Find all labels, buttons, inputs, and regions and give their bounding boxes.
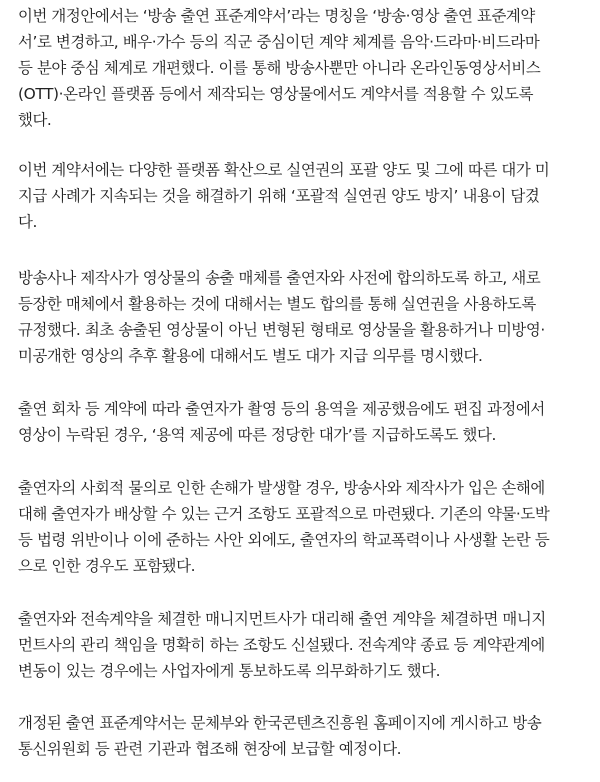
paragraph-management-agency bbox=[18, 606, 590, 684]
text-line: 통신위원회 등 관련 기관과 협조해 현장에 보급할 예정이다. bbox=[18, 740, 402, 758]
paragraph-media-agreement bbox=[18, 265, 590, 369]
text-line: 출연자와 전속계약을 체결한 매니지먼트사가 대리해 출연 계약을 체결하면 매니지 bbox=[18, 610, 546, 628]
text-line: 이번 개정안에서는 ‘방송 출연 표준계약서’라는 명칭을 ‘방송·영상 출연 표준계약 bbox=[18, 7, 535, 25]
text-line: 했다. bbox=[18, 111, 52, 129]
text-line: 등 법령 위반이나 이에 준하는 사안 외에도, 출연자의 학교폭력이나 사생활 논란 등 bbox=[18, 531, 550, 549]
text-line: 대해 출연자가 배상할 수 있는 근거 조항도 포괄적으로 마련됐다. 기존의 약물·도박 bbox=[18, 505, 550, 523]
text-line: 변동이 있는 경우에는 사업자에게 통보하도록 의무화하기도 했다. bbox=[18, 662, 441, 680]
text-line: 개정된 출연 표준계약서는 문체부와 한국콘텐츠진흥원 홈페이지에 게시하고 방송 bbox=[18, 714, 542, 732]
text-line: 규정했다. 최초 송출된 영상물이 아닌 변형된 형태로 영상물을 활용하거나 미방영· bbox=[18, 321, 545, 339]
text-line: 출연 회차 등 계약에 따라 출연자가 촬영 등의 용역을 제공했음에도 편집 과정에서 bbox=[18, 400, 545, 418]
text-line: 지급 사례가 지속되는 것을 해결하기 위해 ‘포괄적 실연권 양도 방지’ 내용이 담겼 bbox=[18, 187, 540, 205]
text-line: 출연자의 사회적 물의로 인한 손해가 발생할 경우, 방송사와 제작사가 입은 손해에 bbox=[18, 479, 545, 497]
paragraph-performance-rights bbox=[18, 157, 590, 235]
text-line: (OTT)·온라인 플랫폼 등에서 제작되는 영상물에서도 계약서를 적용할 수 있도록 bbox=[18, 85, 534, 103]
text-line: 영상이 누락된 경우, ‘용역 제공에 따른 정당한 대가’를 지급하도록도 했다. bbox=[18, 426, 496, 444]
paragraph-editing-compensation bbox=[18, 396, 590, 448]
paragraph-revision-scope bbox=[18, 3, 590, 133]
text-line: 등 분야 중심 체계로 개편했다. 이를 통해 방송사뿐만 아니라 온라인동영상서비스 bbox=[18, 59, 541, 77]
text-line: 방송사나 제작사가 영상물의 송출 매체를 출연자와 사전에 합의하도록 하고, 새로 bbox=[18, 269, 541, 287]
text-line: 다. bbox=[18, 213, 37, 231]
paragraph-damages-clause bbox=[18, 475, 590, 579]
paragraph-distribution-plan bbox=[18, 710, 590, 762]
text-line: 서’로 변경하고, 배우·가수 등의 직군 중심이던 계약 체계를 음악·드라마·비드라마 bbox=[18, 33, 540, 51]
text-line: 등장한 매체에서 활용하는 것에 대해서는 별도 합의를 통해 실연권을 사용하도록 bbox=[18, 295, 536, 313]
text-line: 으로 인한 경우도 포함됐다. bbox=[18, 557, 196, 575]
text-line: 미공개한 영상의 추후 활용에 대해서도 별도 대가 지급 의무를 명시했다. bbox=[18, 347, 483, 365]
text-line: 먼트사의 관리 책임을 명확히 하는 조항도 신설됐다. 전속계약 종료 등 계약관계에 bbox=[18, 636, 545, 654]
text-line: 이번 계약서에는 다양한 플랫폼 확산으로 실연권의 포괄 양도 및 그에 따른 대가 미 bbox=[18, 161, 550, 179]
